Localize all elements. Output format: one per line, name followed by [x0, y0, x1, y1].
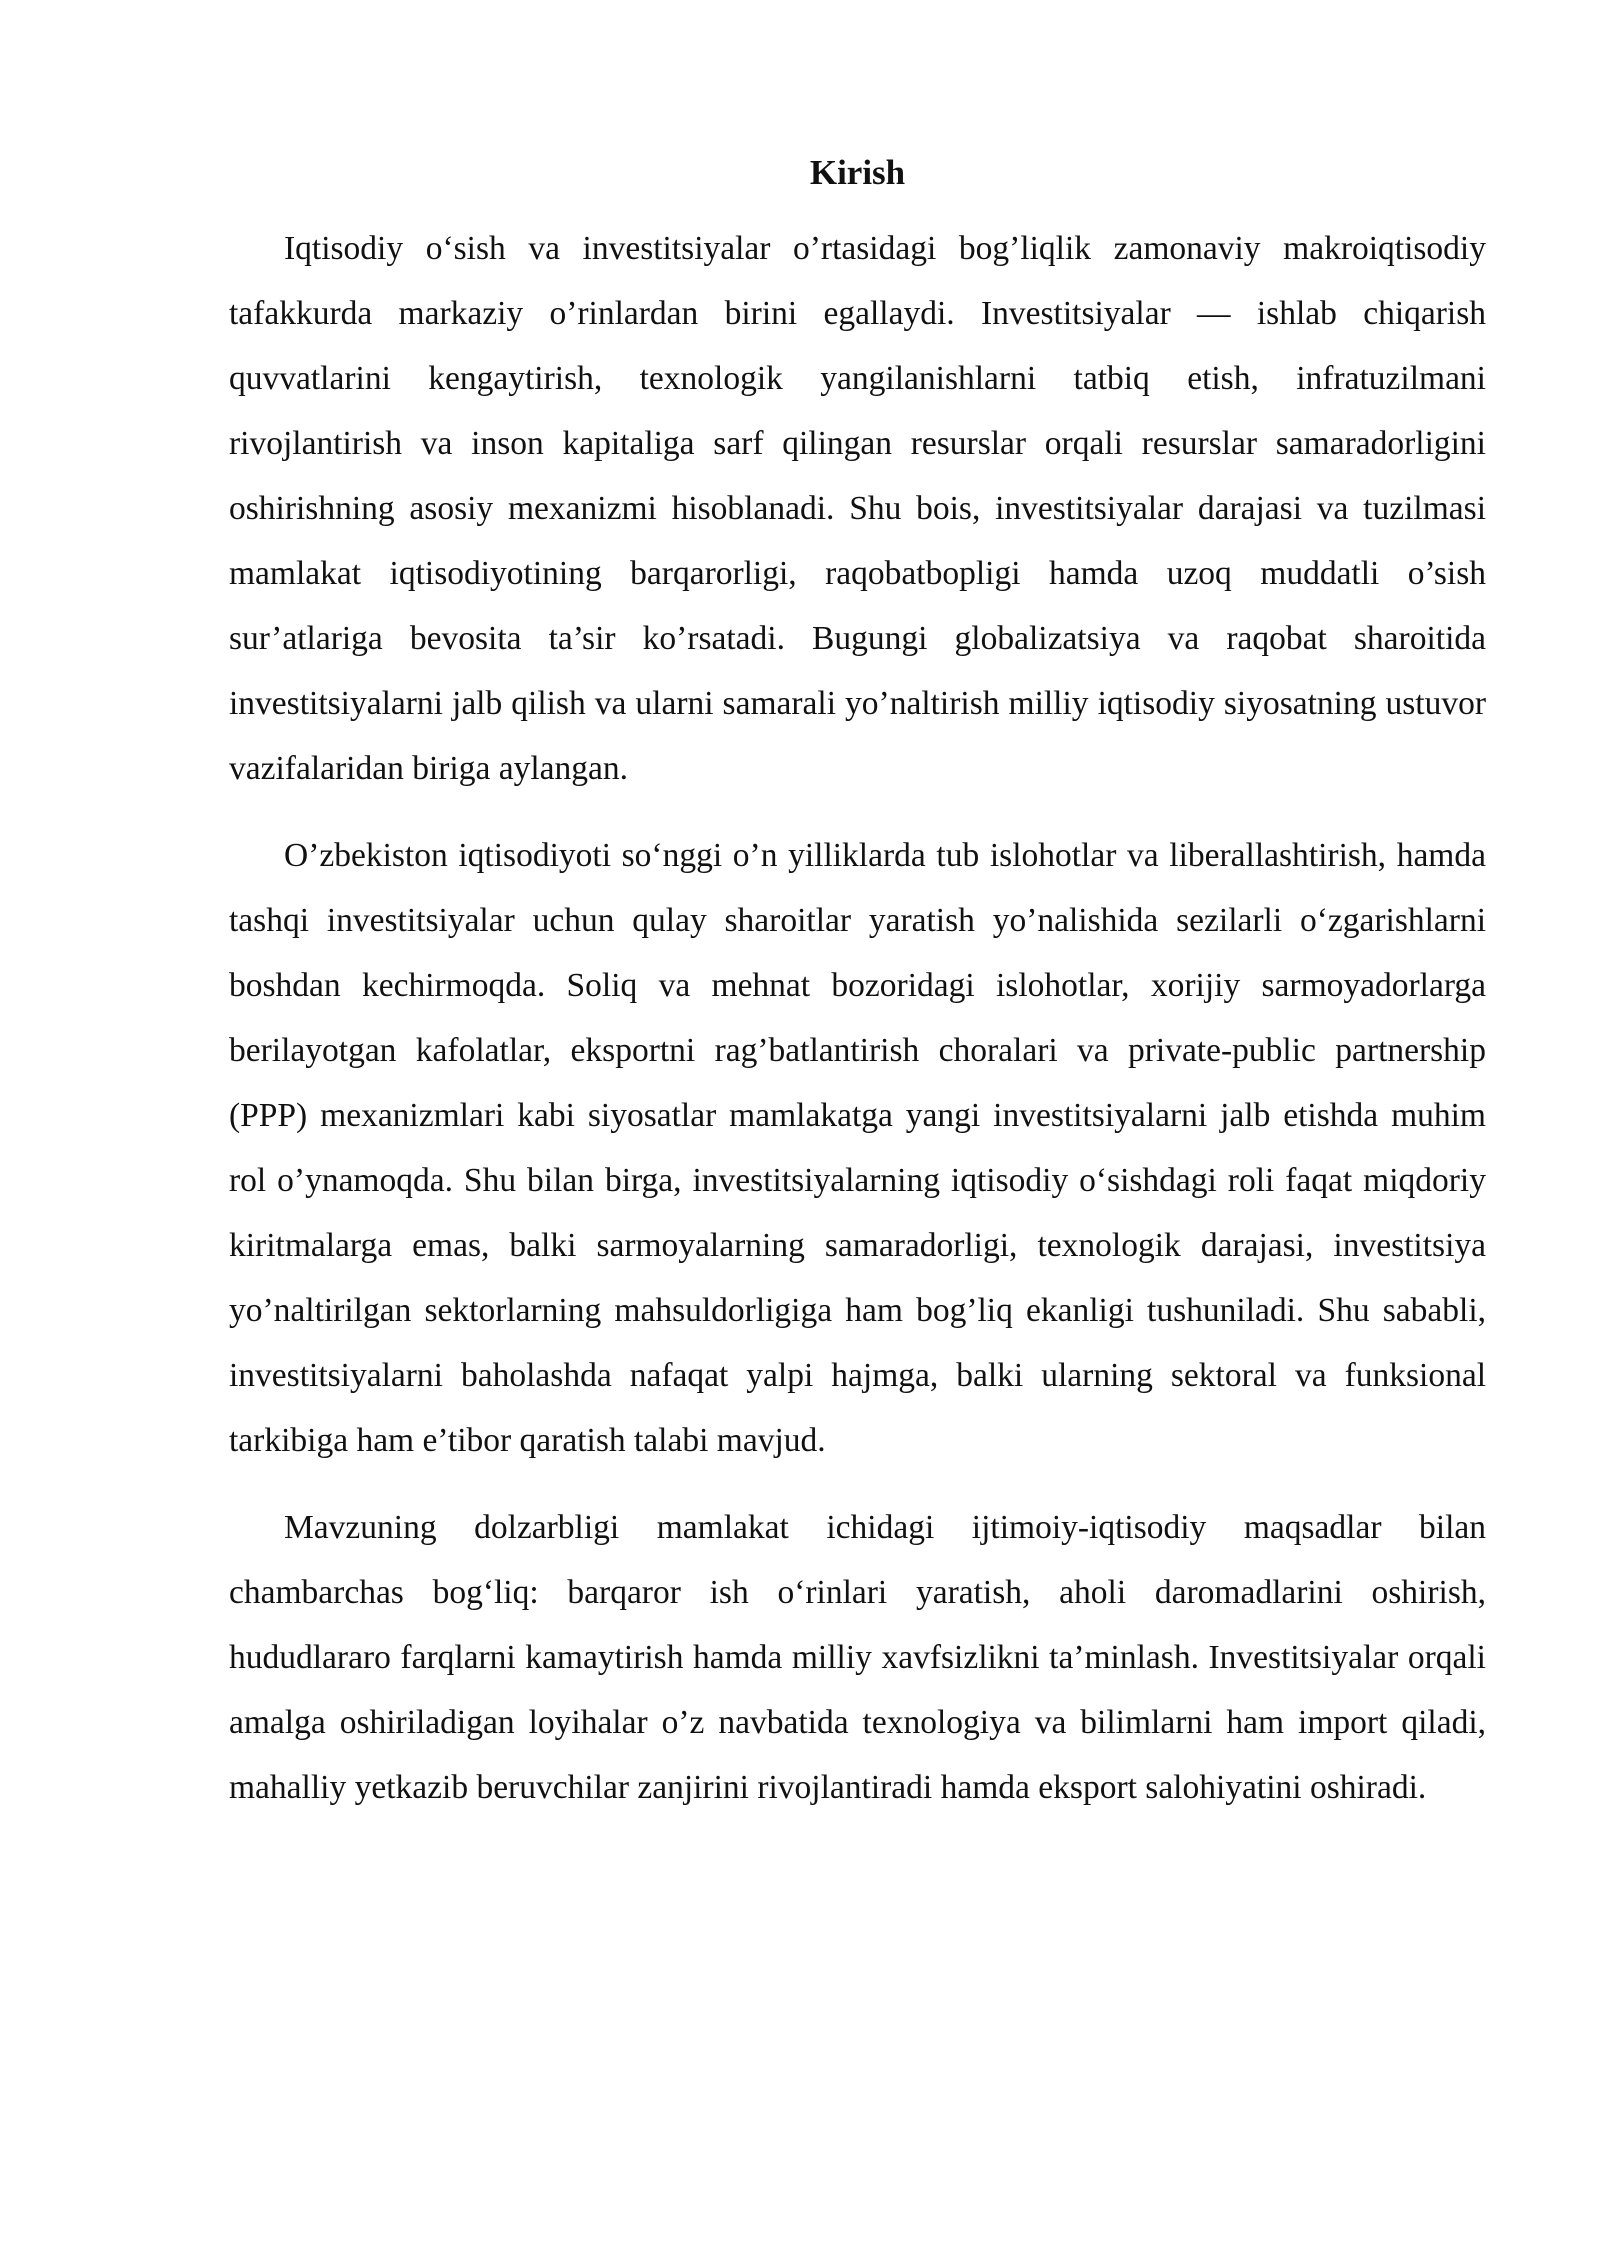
document-body — [229, 148, 1486, 1842]
section-title: Kirish — [809, 153, 906, 192]
paragraph-1: Iqtisodiy o‘sish va investitsiyalar o’rtasidagi bog’liqlik zamonaviy makroiqtisodiy tafakkurda markaziy o’rinlardan birini egallaydi. Investitsiyalar — ishlab chiqarish quvvatlarini kengaytirish, texnologik yangilanishlarni tatbiq etish, infratuzilmani rivojlantirish va inson kapitaliga sarf qilingan resurslar orqali resurslar samaradorligini oshirishning asosiy mexanizmi hisoblanadi. Shu bois, investitsiyalar darajasi va tuzilmasi mamlakat iqtisodiyotining barqarorligi, raqobatbopligi hamda uzoq muddatli o’sish sur’atlariga bevosita ta’sir ko’rsatadi. Bugungi globalizatsiya va raqobat sharoitida investitsiyalarni jalb qilish va ularni samarali yo’naltirish milliy iqtisodiy siyosatning ustuvor vazifalaridan biriga aylangan. — [229, 230, 1486, 787]
paragraph-3: Mavzuning dolzarbligi mamlakat ichidagi ijtimoiy-iqtisodiy maqsadlar bilan chambarchas bog‘liq: barqaror ish o‘rinlari yaratish, aholi daromadlarini oshirish, hududlararo farqlarni kamaytirish hamda milliy xavfsizlikni ta’minlash. Investitsiyalar orqali amalga oshiriladigan loyihalar o’z navbatida texnologiya va bilimlarni ham import qiladi, mahalliy yetkazib beruvchilar zanjirini rivojlantiradi hamda eksport salohiyatini oshiradi. — [229, 1509, 1486, 1806]
paragraph-2: O’zbekiston iqtisodiyoti so‘nggi o’n yilliklarda tub islohotlar va liberallashtirish, hamda tashqi investitsiyalar uchun qulay sharoitlar yaratish yo’nalishida sezilarli o‘zgarishlarni boshdan kechirmoqda. Soliq va mehnat bozoridagi islohotlar, xorijiy sarmoyadorlarga berilayotgan kafolatlar, eksportni rag’batlantirish choralari va private-public partnership (PPP) mexanizmlari kabi siyosatlar mamlakatga yangi investitsiyalarni jalb etishda muhim rol o’ynamoqda. Shu bilan birga, investitsiyalarning iqtisodiy o‘sishdagi roli faqat miqdoriy kiritmalarga emas, balki sarmoyalarning samaradorligi, texnologik darajasi, investitsiya yo’naltirilgan sektorlarning mahsuldorligiga ham bog’liq ekanligi tushuniladi. Shu sababli, investitsiyalarni baholashda nafaqat yalpi hajmga, balki ularning sektoral va funksional tarkibiga ham e’tibor qaratish talabi mavjud. — [229, 837, 1486, 1459]
